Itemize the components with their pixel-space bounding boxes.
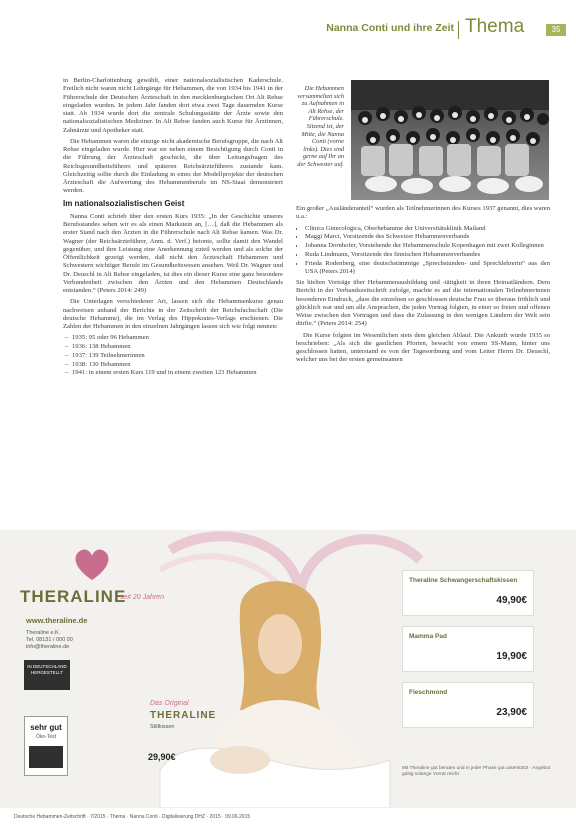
- seal-block: [29, 746, 63, 768]
- brand-address: [26, 630, 73, 651]
- theraline-advertisement: [0, 530, 576, 808]
- paragraph: in Berlin-Charlottenburg gewählt, einer nationalsozialistischen Kaderschule. Freilich nicht waren nicht Lehrgänge für Hebammen, die von 1934 bis 1941 in der Führerschule der Deutschen Ärzteschaft in den mecklenburgischen Ort Alt Rehse eingeladen wurden. In jedem Jahr fanden dort etwa zwei Tage dauernden Kurse statt. Ab 1934 wurde dort die zentrale Schulungsstätte der Ärzte sowie den nationalsozialistischen Mediziner. In Alt Rehse fanden auch Kurse für Ärztinnen, Zahnärzte und Apotheker statt.: [63, 77, 283, 134]
- group-photo: [351, 80, 549, 200]
- photo-caption: Die Hebammen versammelten sich zu Aufnahmen in Alt Rehse, der Führerschule. Sitzend ist, der Mitte, die Nanna Conti (vorne links). Dies sind gerne auf Ihr an der Schwester auf.: [297, 85, 344, 168]
- original-label: Das Original: [150, 700, 189, 707]
- participant-list: [63, 334, 283, 377]
- group-photo-image: [351, 80, 549, 200]
- seal-label: Öko-Test: [35, 734, 56, 740]
- page-header: [0, 0, 576, 52]
- address-line: info@theraline.de: [26, 644, 70, 650]
- list-item: • Johanna Dornhofer, Vorstehende der Hebammenschule Kopenhagen mit zwei Kolleginnen: [305, 242, 550, 250]
- international-participants-list: [296, 225, 550, 277]
- paragraph: Die Hebammen waren die einzige nicht akademische Berufsgruppe, die nach Alt Rehse eingeladen wurde. Hier war sie neben einem Besichtigung durch Conti in die Führung der Ärzteschaft geschickt, die über Leitungsfragen des Reichsgesundheitsführers und späteren Reichsärzteführers zustande kam. Gleichzeitig sollte durch die Einladung in eines der Modellprojekte der deutschen Ärzteschaft die Aufwertung des Hebammenberufs im NS-Staat demonstriert werden.: [63, 137, 283, 195]
- product-card: [402, 570, 534, 616]
- right-column: [296, 205, 550, 527]
- page-number: 35: [546, 24, 566, 36]
- list-item: • Ruda Lindmann, Vorsitzende des finnischen Hebammenverbandes: [305, 251, 550, 259]
- header-section: Thema: [465, 16, 525, 37]
- address-line: Theraline e.K.: [26, 630, 61, 636]
- list-item: • Clinica Ginecologica, Oberhebamme der Universitätsklinik Mailand: [305, 225, 550, 233]
- brand-url[interactable]: www.theraline.de: [26, 616, 88, 625]
- brand-heart-icon: [72, 548, 112, 587]
- product-price: 19,90€: [496, 651, 527, 662]
- paragraph: Nanna Conti schrieb über den ersten Kurs 1935: „In der Geschichte unseres Berufsstandes sehen wir es als einen Markstein an, […], daß die Hebammen als erster Stand nach den Ärzten in die Führerschule nach Alt Rehse kamen. Was Dr. Wagner (der Reichsärzteführer, Anm. d. Verf.) betonte, sollte damit den Wandel gegenüber, und ihre Leistung eine Anerkennung zuteil werden und als solche der Öffentlichkeit gezeigt werden, daß nicht den Ärzteschaft Hebammen und Schwestern wichtiger Berufe im Gesundheitswesen ansehen. Weil Dr. Wagner und Dr. Deuschl in Alt Rehse eingeladen, ist dies ein dieser Kurse eine ganz besondere Verbundenheit zwischen den Ärzten und den Hebammen Deutschlands entstanden.“ (Peters 2014: 249): [63, 212, 283, 294]
- section-heading: Im nationalsozialistischen Geist: [63, 198, 185, 208]
- list-item: • Frieda Rodenberg, eine deutschstämmige „Sprechstunden- und Sprechlehrerin“ aus den USA (Peters 2014): [305, 260, 550, 277]
- product-card: [402, 682, 534, 728]
- seal-rating: sehr gut: [30, 723, 62, 732]
- paragraph: Die Kurse folgten im Wesentlichen stets dem gleichen Ablauf. Die Ankunft wurde 1935 so beschrieben: „Als sich die gastlichen Pforten, bewacht von einem SS-Mann, hinter uns geschlossen hatten, unterstand es von der Tagesordnung und vom Leiter Herrn Dr. Deuschl, welcher uns bei der ersten gemeinsamen: [296, 331, 550, 364]
- list-item: – 1938: 130 Hebammen: [72, 361, 283, 369]
- price-left: 29,90€: [148, 752, 176, 762]
- brand-logo: THERALINE: [20, 587, 127, 606]
- list-item: – 1936: 138 Hebammen: [72, 343, 283, 351]
- center-brand-sub: Stillkissen: [150, 724, 175, 730]
- product-name: Fleschmond: [409, 689, 448, 696]
- header-divider: [458, 21, 459, 39]
- product-name: Mamma Pad: [409, 633, 447, 640]
- ad-fine-print: Mit Theraline gut beraten und in jeder Phase gut unterstützt · Angebot gültig solange Vorrat reicht: [402, 766, 551, 777]
- paragraph: Ein großer „Ausländeranteil“ wurden als Teilnehmerinnen des Kurses 1937 genannt, dies waren u.a.:: [296, 205, 550, 221]
- paragraph: Sie hielten Vorträge über Hebammenausbildung und -tätigkeit in ihren Heimatländern. Dem Bericht in der Verbandszeitschrift zufolge, machte es auf die internationalen Teilnehmerinnen besonderen Eindruck, „dass die einzelnen so geschlossen deutsche Frau so überaus fröhlich und glücklich war und um alle Ansprachen, die jeden Vortrag folgten, in einer so freien und offenen Weise zwischen den Vorträgen und dass die Zulassung in den wenigen Ländern der Welt sein dürfte.“ (Peters 2014: 254): [296, 279, 550, 328]
- test-seal-badge: [24, 716, 68, 776]
- header-title: Nanna Conti und ihre Zeit: [326, 22, 454, 34]
- model-photo: [120, 570, 400, 808]
- list-item: – 1935: 95 oder 96 Hebammen: [72, 334, 283, 342]
- product-price: 49,90€: [496, 595, 527, 606]
- made-in-germany-badge: [24, 660, 70, 690]
- list-item: – 1941: in einem ersten Kurs 119 und in einem zweiten 123 Hebammen: [72, 369, 283, 377]
- paragraph: Die Unterlagen verschiedener Art, lassen sich die Hebammenkurse genau nachweisen anhand der Berichte in der Zeitschrift der Reichsfachschaft (Die deutsche Hebamme), die im Verlag des Hippokrates-Verlags erschienen. Die Zahlen der Hebammen in den einzelnen Jahrgängen lassen sich wie folgt nennen:: [63, 298, 283, 330]
- list-item: – 1937: 139 Teilnehmerinnen: [72, 352, 283, 360]
- page-footer: Deutsche Hebammen-Zeitschrift · 7/2015 · Thema · Nanna Conti · Digitalisierung DHZ · 2015 · 09.06.2015: [14, 814, 251, 820]
- center-brand-logo: THERALINE: [150, 710, 217, 721]
- product-card: [402, 626, 534, 672]
- product-name: Theraline Schwangerschaftskissen: [409, 577, 518, 584]
- address-line: Tel. 08131 / 000 00: [26, 637, 73, 643]
- brand-tagline: seit 20 Jahren: [120, 594, 164, 601]
- badge-text: IN DEUTSCHLAND HERGESTELLT: [27, 664, 67, 675]
- list-item: • Maggi Marci, Vorsitzende des Schweizer Hebammenverbands: [305, 233, 550, 241]
- left-column: [63, 77, 283, 527]
- product-price: 23,90€: [496, 707, 527, 718]
